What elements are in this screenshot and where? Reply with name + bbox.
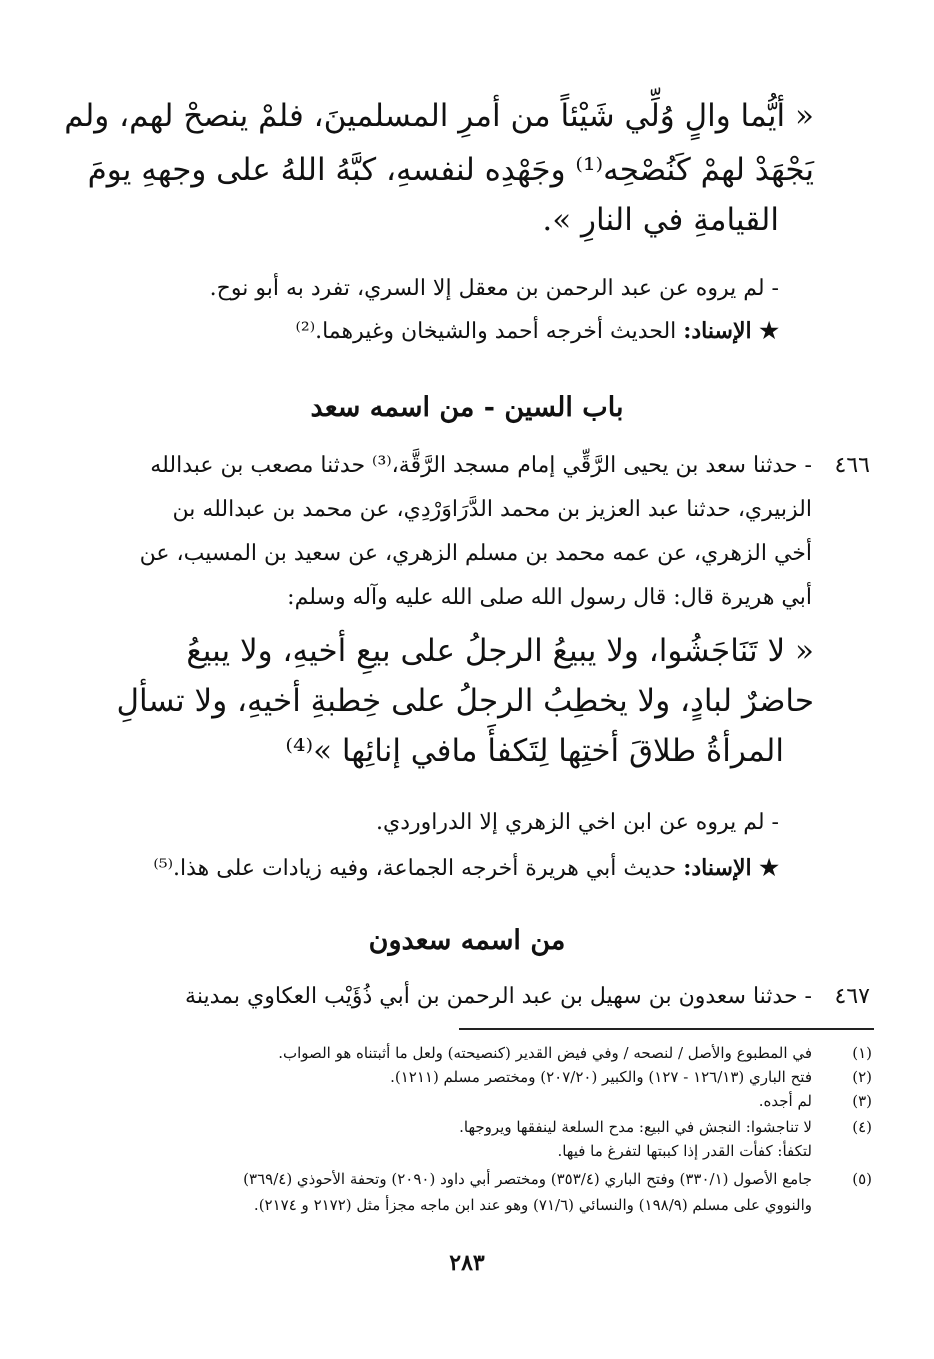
isnad-label: ★ الإسناد: — [683, 318, 779, 344]
footnote-text: لتكفأ: كفأت القدر إذا كببتها لتفرغ ما فيها. — [557, 1142, 812, 1160]
chain-line: الزبيري، حدثنا عبد العزيز بن محمد الدَّرَاوَرْدِي، عن محمد بن عبدالله بن — [172, 497, 812, 522]
hadith-note: - لم يروه عن ابن اخي الزهري إلا الدراوردي. — [376, 810, 779, 835]
footnote-number: (٥) — [852, 1170, 872, 1188]
hadith-number: ٤٦٧ — [834, 984, 870, 1009]
footnote-number: (١) — [852, 1044, 872, 1062]
footnote-text: لم أجده. — [758, 1092, 812, 1110]
hadith-note: - لم يروه عن عبد الرحمن بن معقل إلا السري، تفرد به أبو نوح. — [209, 276, 779, 301]
hadith-text-line: القيامةِ في النارِ ». — [542, 202, 779, 238]
isnad-line — [153, 855, 779, 881]
footnote-number: (٣) — [852, 1092, 872, 1110]
footnote-divider — [459, 1028, 874, 1030]
isnad-text: حديث أبي هريرة أخرجه الجماعة، وفيه زيادات على هذا.⁽⁵⁾ — [153, 856, 677, 881]
isnad-label: ★ الإسناد: — [683, 855, 779, 881]
footnote-text: لا تناجشوا: النجش في البيع: مدح السلعة لينفقها ويروجها. — [459, 1118, 812, 1136]
page-number: ٢٨٣ — [449, 1250, 485, 1276]
hadith-text-line: « لا تَنَاجَشُوا، ولا يبيعُ الرجلُ على بيعِ أخيهِ، ولا يبيعُ — [186, 633, 814, 669]
chain-line: أبي هريرة قال: قال رسول الله صلى الله عليه وآله وسلم: — [287, 585, 812, 610]
hadith-text-line: المرأةُ طلاقَ أختِها لِتَكفأَ مافي إنائِها »⁽⁴⁾ — [285, 733, 784, 769]
footnote-number: (٢) — [852, 1068, 872, 1086]
footnote-text: والنووي على مسلم (١٩٨/٩) والنسائي (٧١/٦) وهو عند ابن ماجه مجزأ مثل (٢١٧٢ و ٢١٧٤). — [253, 1196, 812, 1214]
hadith-text-line: حاضرٌ لبادٍ، ولا يخطِبُ الرجلُ على خِطبةِ أخيهِ، ولا تسألِ — [116, 683, 814, 719]
hadith-text-line: « أيُّما والٍ وُلِّي شَيْئاً من أمرِ المسلمينَ، فلمْ ينصحْ لهم، ولم — [64, 98, 814, 134]
footnote-text: فتح الباري (١٢٦/١٣ - ١٢٧) والكبير (٢٠٧/٢٠) ومختصر مسلم (١٢١١). — [390, 1068, 812, 1086]
hadith-text-line: يَجْهَدْ لهمْ كَنُصْحِه⁽¹⁾ وجَهْدِه لنفسهِ، كبَّهُ اللهُ على وجههِ يومَ — [87, 152, 814, 188]
isnad-text: الحديث أخرجه أحمد والشيخان وغيرهما.⁽²⁾ — [295, 319, 677, 344]
footnote-text: جامع الأصول (٣٣٠/١) وفتح الباري (٣٥٣/٤) ومختصر أبي داود (٢٠٩٠) وتحفة الأحوذي (٣٦٩/٤) — [243, 1170, 812, 1188]
chain-line: أخي الزهري، عن عمه محمد بن مسلم الزهري، عن سعيد بن المسيب، عن — [139, 541, 812, 566]
footnote-text: في المطبوع والأصل / لنصحه / وفي فيض القدير (كنصيحته) ولعل ما أثبتناه هو الصواب. — [278, 1044, 812, 1062]
isnad-line — [295, 318, 779, 344]
section-title: باب السين - من اسمه سعد — [310, 392, 624, 423]
hadith-number: ٤٦٦ — [834, 453, 870, 478]
section-title: من اسمه سعدون — [368, 925, 566, 956]
chain-line: - حدثنا سعدون بن سهيل بن عبد الرحمن بن أبي ذُؤَيْب العكاوي بمدينة — [185, 984, 812, 1009]
footnote-number: (٤) — [852, 1118, 872, 1136]
chain-line: - حدثنا سعد بن يحيى الرَّقِّي إمام مسجد الرَّقَّة،⁽³⁾ حدثنا مصعب بن عبدالله — [150, 453, 812, 478]
